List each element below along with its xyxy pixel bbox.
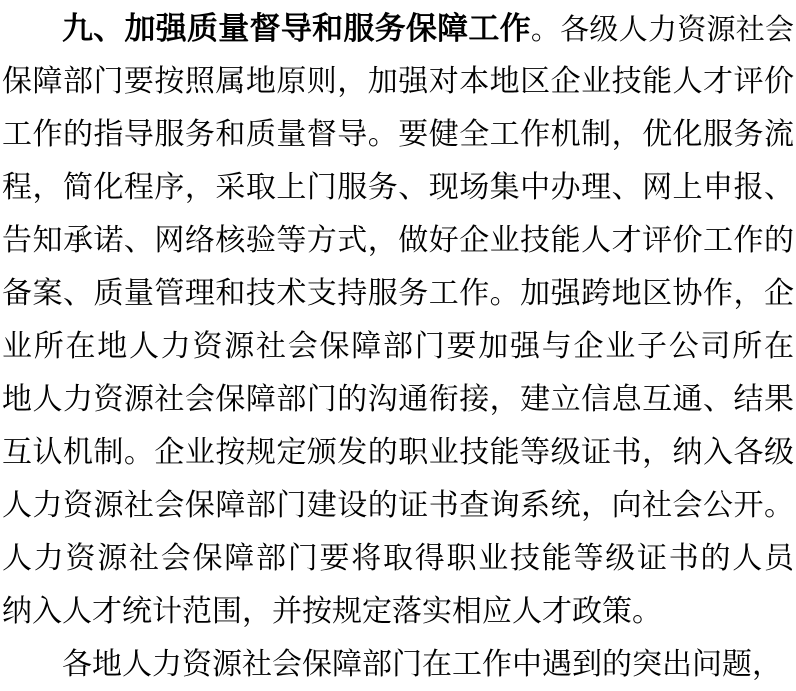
section-9-heading: 九、加强质量督导和服务保障工作 <box>62 11 531 46</box>
para1-line-2: 保障部门要按照属地原则，加强对本地区企业技能人才评价 <box>2 65 794 98</box>
section-9-body-start: 。各级人力资源社会 <box>530 14 794 46</box>
para1-line-7: 业所在地人力资源社会保障部门要加强与企业子公司所在 <box>2 330 794 363</box>
para1-line-5: 告知承诺、网络核验等方式，做好企业技能人才评价工作的 <box>2 224 794 257</box>
para1-line-10: 人力资源社会保障部门建设的证书查询系统，向社会公开。 <box>2 489 794 522</box>
para1-line-3: 工作的指导服务和质量督导。要健全工作机制，优化服务流 <box>2 118 794 151</box>
section-9-heading-line <box>2 2 794 55</box>
para1-line-4: 程，简化程序，采取上门服务、现场集中办理、网上申报、 <box>2 171 794 204</box>
para1-line-6: 备案、质量管理和技术支持服务工作。加强跨地区协作，企 <box>2 277 794 310</box>
para1-line-9: 互认机制。企业按规定颁发的职业技能等级证书，纳入各级 <box>2 436 794 469</box>
para1-line-8: 地人力资源社会保障部门的沟通衔接，建立信息互通、结果 <box>2 383 794 416</box>
para1-line-12: 纳入人才统计范围，并按规定落实相应人才政策。 <box>2 595 662 628</box>
para2-line-1: 各地人力资源社会保障部门在工作中遇到的突出问题， <box>62 648 782 681</box>
para1-line-11: 人力资源社会保障部门要将取得职业技能等级证书的人员 <box>2 542 794 575</box>
